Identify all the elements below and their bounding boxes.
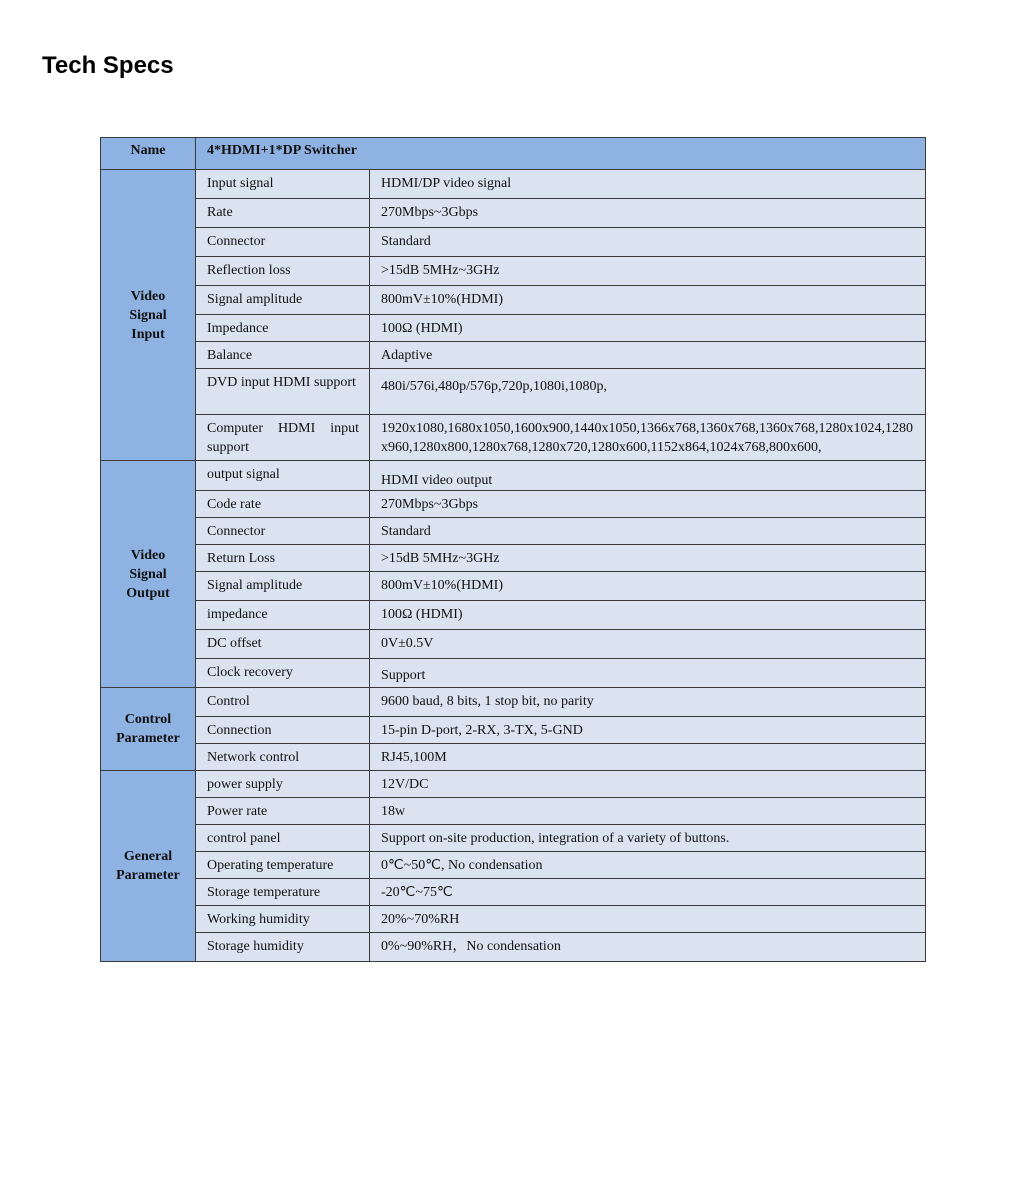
value-cell: 9600 baud, 8 bits, 1 stop bit, no parity xyxy=(370,688,926,717)
table-row xyxy=(101,659,926,688)
table-row xyxy=(101,798,926,825)
param-cell: output signal xyxy=(196,461,370,491)
param-cell: Code rate xyxy=(196,491,370,518)
table-row xyxy=(101,572,926,601)
group-video-signal-output xyxy=(101,461,196,688)
group-label-line: Control xyxy=(124,712,172,727)
value-cell: Adaptive xyxy=(370,342,926,369)
param-cell: Return Loss xyxy=(196,545,370,572)
table-row xyxy=(101,771,926,798)
value-cell: 270Mbps~3Gbps xyxy=(370,491,926,518)
param-cell: Network control xyxy=(196,744,370,771)
value-cell: RJ45,100M xyxy=(370,744,926,771)
param-cell: Balance xyxy=(196,342,370,369)
table-row xyxy=(101,825,926,852)
group-label-line: Signal xyxy=(129,566,167,582)
group-label-line: Video xyxy=(130,547,166,563)
product-name: 4*HDMI+1*DP Switcher xyxy=(196,138,926,170)
table-row xyxy=(101,491,926,518)
table-row xyxy=(101,545,926,572)
value-cell: 0V±0.5V xyxy=(370,630,926,659)
table-row xyxy=(101,933,926,962)
value-cell: 800mV±10%(HDMI) xyxy=(370,572,926,601)
value-cell: -20℃~75℃ xyxy=(370,879,926,906)
param-cell: Storage temperature xyxy=(196,879,370,906)
table-header-row xyxy=(101,138,926,170)
table-row xyxy=(101,228,926,257)
value-cell: 480i/576i,480p/576p,720p,1080i,1080p, xyxy=(370,369,926,415)
table-row xyxy=(101,286,926,315)
table-row xyxy=(101,630,926,659)
value-cell: 15-pin D-port, 2-RX, 3-TX, 5-GND xyxy=(370,717,926,744)
group-control-parameter xyxy=(101,688,196,771)
group-general-parameter xyxy=(101,771,196,962)
param-cell: Operating temperature xyxy=(196,852,370,879)
param-cell: Signal amplitude xyxy=(196,572,370,601)
group-label-line: Signal xyxy=(129,307,167,323)
value-cell: >15dB 5MHz~3GHz xyxy=(370,545,926,572)
table-row xyxy=(101,906,926,933)
table-row xyxy=(101,369,926,415)
value-cell: 0%~90%RH，No condensation xyxy=(370,933,926,962)
table-row xyxy=(101,518,926,545)
group-video-signal-input xyxy=(101,170,196,461)
value-cell: 100Ω (HDMI) xyxy=(370,315,926,342)
group-label-line: Parameter xyxy=(116,868,180,883)
value-cell: 12V/DC xyxy=(370,771,926,798)
value-cell: 1920x1080,1680x1050,1600x900,1440x1050,1366x768,1360x768,1360x768,1280x1024,1280x960,1280x800,1280x768,1280x720,1280x600,1152x864,1024x768,800x600, xyxy=(370,415,926,461)
param-cell: Rate xyxy=(196,199,370,228)
page-title: Tech Specs xyxy=(42,52,174,79)
group-label-line: Parameter xyxy=(116,731,180,746)
param-cell: Computer HDMI input support xyxy=(196,415,370,461)
param-cell: Control xyxy=(196,688,370,717)
param-cell: DVD input HDMI support xyxy=(196,369,370,415)
param-cell: Signal amplitude xyxy=(196,286,370,315)
value-cell: >15dB 5MHz~3GHz xyxy=(370,257,926,286)
value-cell: HDMI/DP video signal xyxy=(370,170,926,199)
param-cell: Working humidity xyxy=(196,906,370,933)
table-row xyxy=(101,744,926,771)
value-cell: Support xyxy=(370,659,926,688)
name-label: Name xyxy=(101,138,196,170)
table-row xyxy=(101,717,926,744)
value-cell: 800mV±10%(HDMI) xyxy=(370,286,926,315)
value-cell: HDMI video output xyxy=(370,461,926,491)
table-row xyxy=(101,415,926,461)
value-cell: 270Mbps~3Gbps xyxy=(370,199,926,228)
value-cell: Standard xyxy=(370,518,926,545)
value-cell: Standard xyxy=(370,228,926,257)
param-cell: impedance xyxy=(196,601,370,630)
table-row xyxy=(101,852,926,879)
param-cell: Clock recovery xyxy=(196,659,370,688)
table-row xyxy=(101,461,926,491)
value-cell: 20%~70%RH xyxy=(370,906,926,933)
param-cell: Input signal xyxy=(196,170,370,199)
table-row xyxy=(101,879,926,906)
param-cell: Connector xyxy=(196,228,370,257)
param-cell: Storage humidity xyxy=(196,933,370,962)
table-row xyxy=(101,688,926,717)
value-cell: 0℃~50℃, No condensation xyxy=(370,852,926,879)
tech-specs-table xyxy=(100,137,926,962)
param-cell: Connection xyxy=(196,717,370,744)
param-cell: power supply xyxy=(196,771,370,798)
param-cell: control panel xyxy=(196,825,370,852)
param-cell: Connector xyxy=(196,518,370,545)
table-row xyxy=(101,199,926,228)
table-row xyxy=(101,170,926,199)
group-label-line: Output xyxy=(126,585,170,601)
table-row xyxy=(101,257,926,286)
param-cell: DC offset xyxy=(196,630,370,659)
param-cell: Reflection loss xyxy=(196,257,370,286)
table-row xyxy=(101,315,926,342)
value-cell: 18w xyxy=(370,798,926,825)
group-label-line: Video xyxy=(130,288,166,304)
param-cell: Impedance xyxy=(196,315,370,342)
value-cell: Support on-site production, integration of a variety of buttons. xyxy=(370,825,926,852)
value-cell: 100Ω (HDMI) xyxy=(370,601,926,630)
group-label-line: General xyxy=(123,849,173,864)
group-label-line: Input xyxy=(131,326,165,342)
table-row xyxy=(101,342,926,369)
param-cell: Power rate xyxy=(196,798,370,825)
table-row xyxy=(101,601,926,630)
